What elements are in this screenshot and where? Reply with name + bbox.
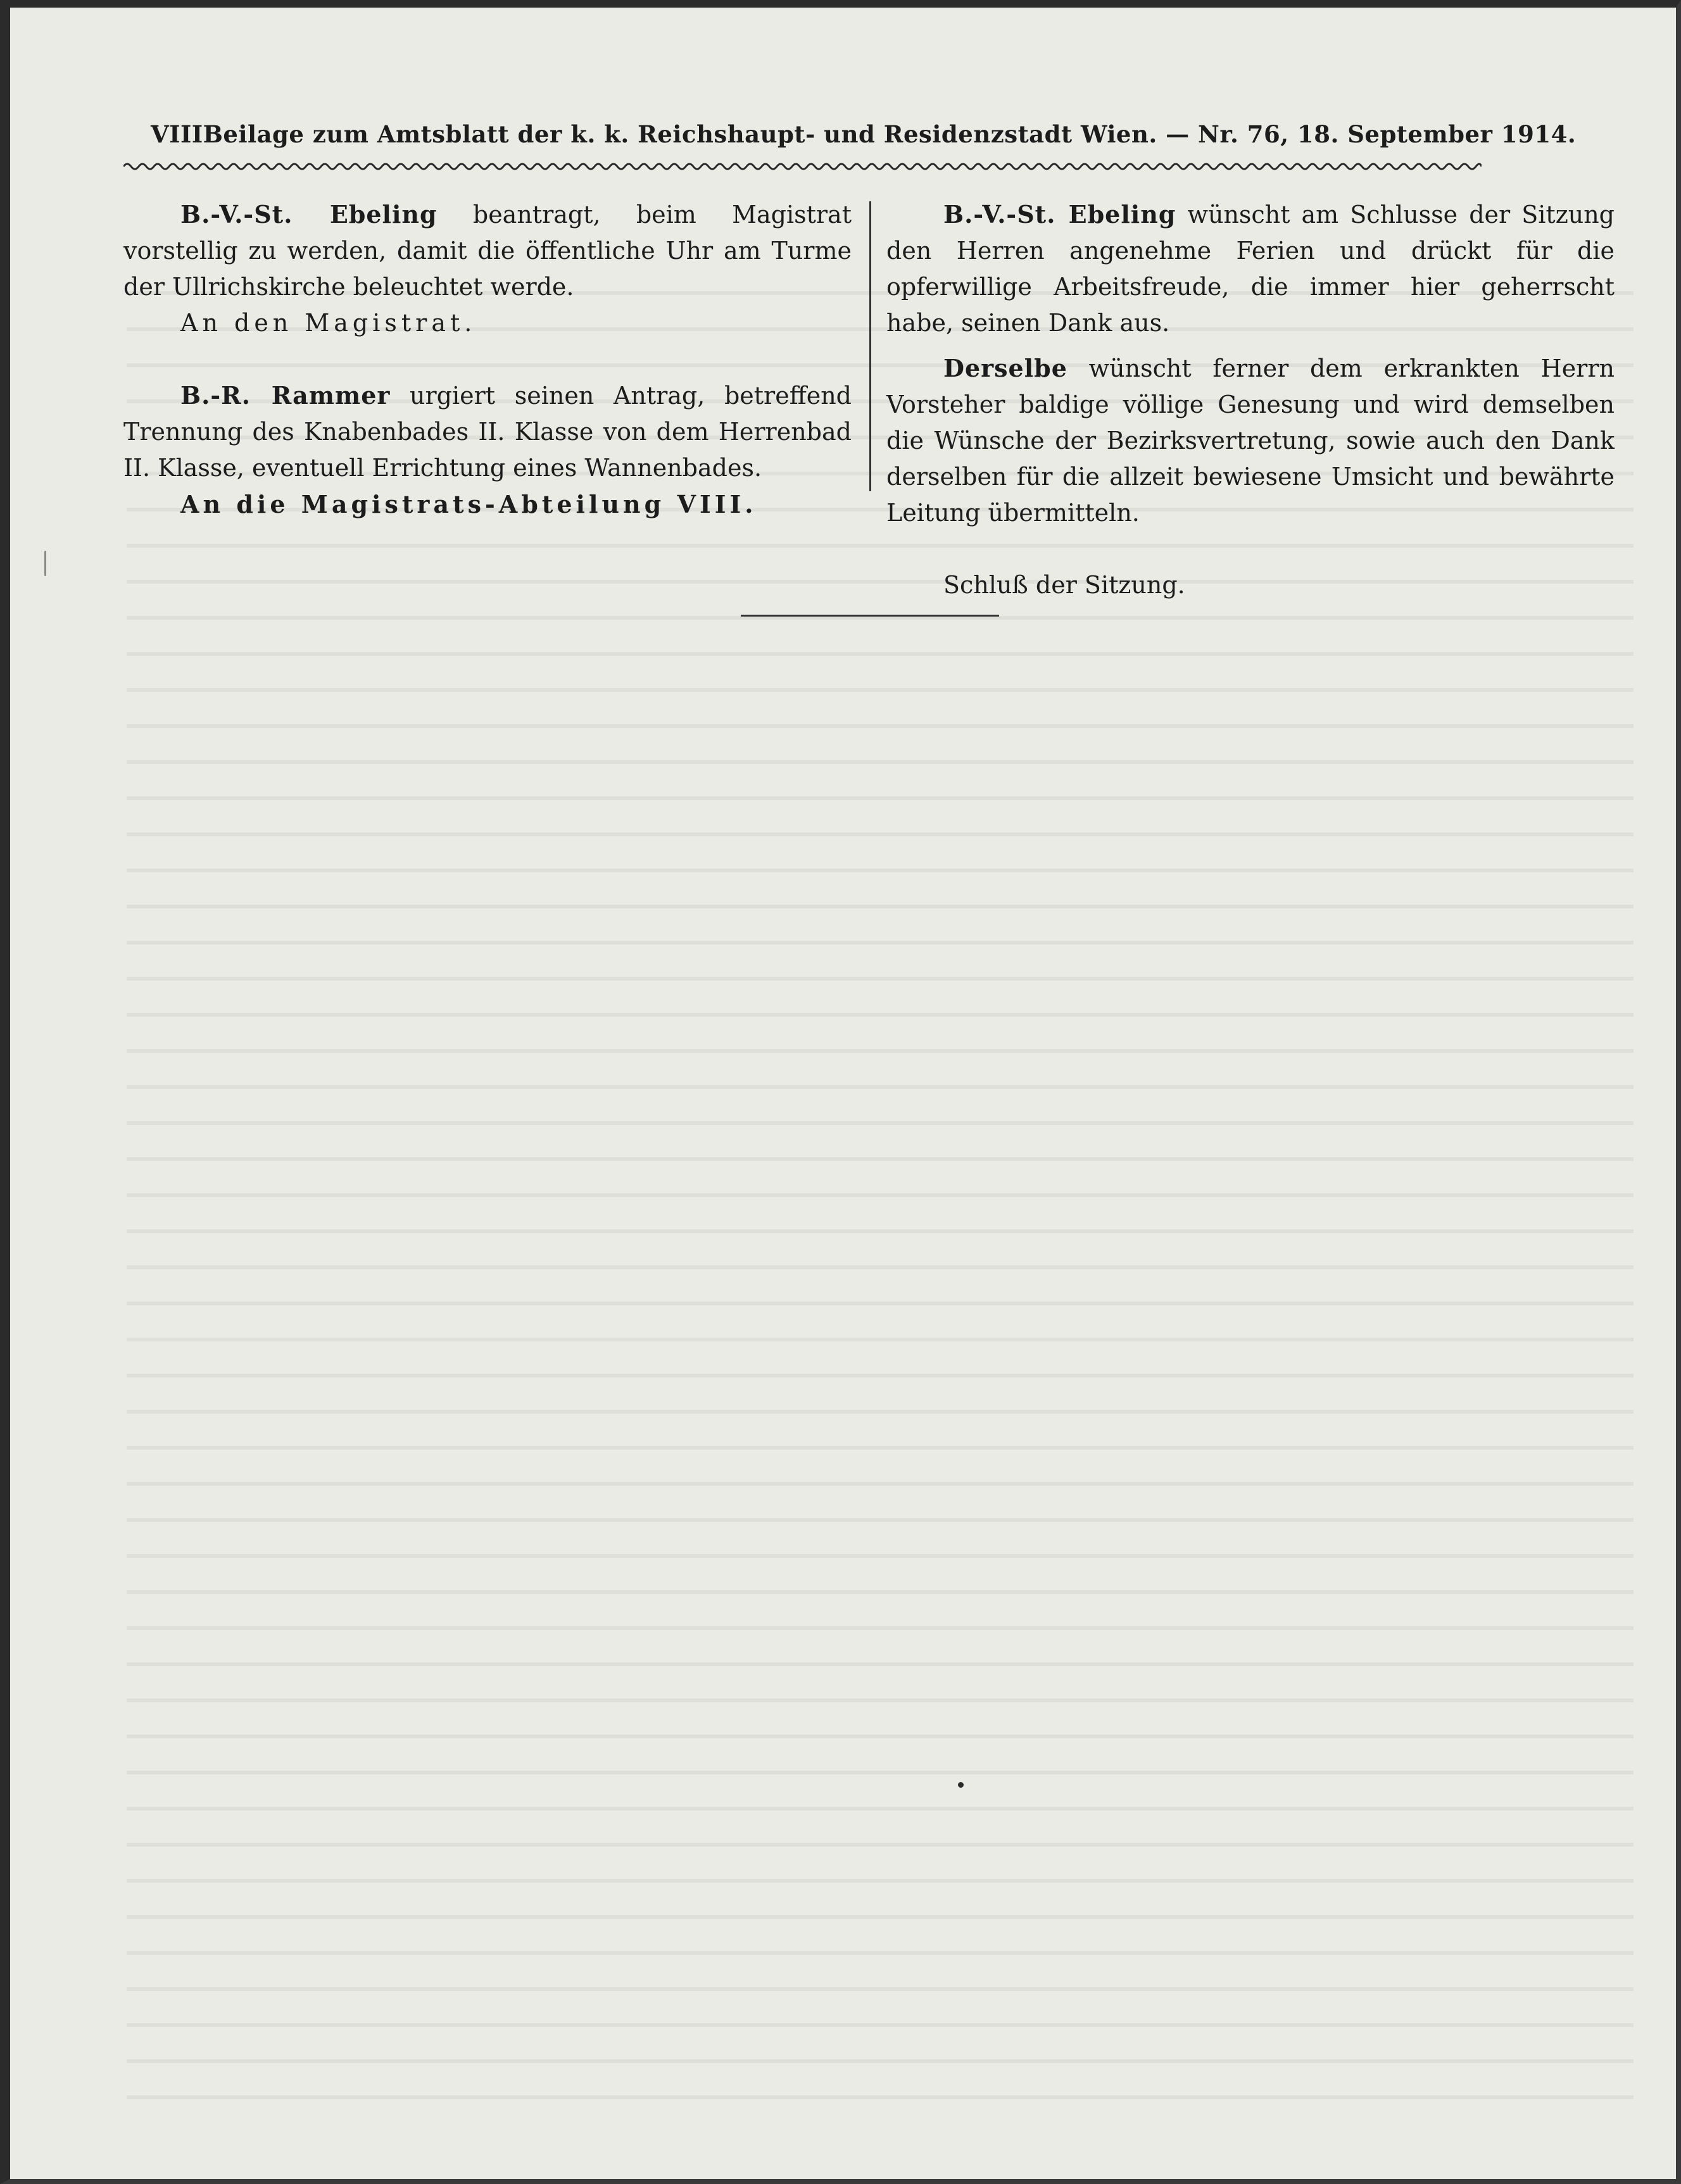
right-paragraph-2 (886, 350, 1615, 531)
left-column (123, 196, 852, 523)
left-paragraph-2 (123, 377, 852, 486)
left-referral-2 (123, 486, 852, 523)
right-column (886, 196, 1615, 603)
referral-text: An die Magistrats-Abteilung VIII. (180, 490, 757, 518)
column-divider (869, 201, 871, 491)
paragraph-text: beantragt, beim Magistrat vorstellig zu werden, damit die öffentliche Uhr am Turme der Ullrichskirche beleuchtet werde. (123, 201, 852, 301)
left-paragraph-1 (123, 196, 852, 305)
page-header (151, 120, 1577, 148)
referral-text: An den Magistrat. (180, 309, 477, 337)
closing-line (886, 567, 1615, 603)
speaker-name: B.-R. Rammer (180, 381, 391, 410)
page-number: VIII (151, 120, 203, 148)
ink-speck (958, 1782, 964, 1788)
section-end-rule (741, 615, 999, 617)
paragraph-text: wünscht am Schlusse der Sitzung den Herren angenehme Ferien und drückt für die opferwillige Arbeitsfreude, die immer hier geherrscht habe, seinen Dank aus. (886, 201, 1615, 337)
header-title: Beilage zum Amtsblatt der k. k. Reichshaupt- und Residenzstadt Wien. — Nr. 76, 18. September 1914. (203, 120, 1577, 148)
speaker-name: B.-V.-St. Ebeling (943, 200, 1176, 229)
right-paragraph-1 (886, 196, 1615, 341)
ink-speck (44, 551, 46, 576)
speaker-name: Derselbe (943, 354, 1067, 382)
paragraph-text: urgiert seinen Antrag, betreffend Trennung des Knabenbades II. Klasse von dem Herrenbad II. Klasse, eventuell Errichtung eines Wannenbades. (123, 382, 852, 482)
speaker-name: B.-V.-St. Ebeling (180, 200, 438, 229)
left-referral-1 (123, 305, 852, 341)
paragraph-text: wünscht ferner dem erkrankten Herrn Vorsteher baldige völlige Genesung und wird demselben die Wünsche der Bezirksvertretung, sowie auch den Dank derselben für die allzeit bewiesene Umsicht und bewährte Leitung übermitteln. (886, 355, 1615, 527)
closing-text: Schluß der Sitzung. (943, 571, 1185, 599)
header-wavy-rule (123, 160, 1482, 173)
